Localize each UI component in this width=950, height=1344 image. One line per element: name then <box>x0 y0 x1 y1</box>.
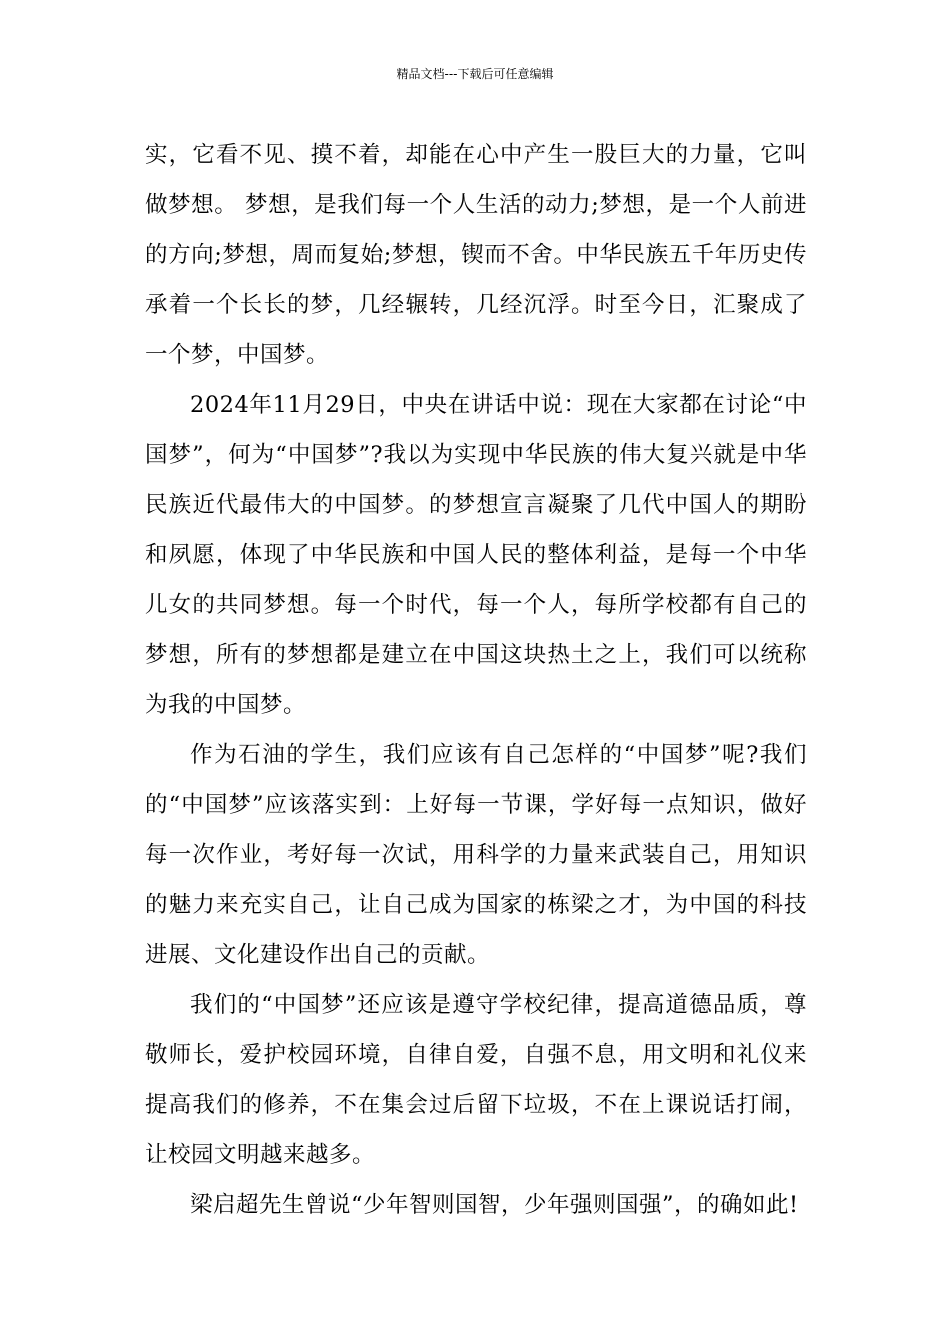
paragraph-3: 作为石油的学生，我们应该有自己怎样的“中国梦”呢?我们的“中国梦”应该落实到：上好每一节课，学好每一点知识，做好每一次作业，考好每一次试，用科学的力量来武装自己，用知识的魅力来充实自己，让自己成为国家的栋梁之才，为中国的科技进展、文化建设作出自己的贡献。 <box>145 742 807 968</box>
paragraph-1: 实，它看不见、摸不着，却能在心中产生一股巨大的力量，它叫做梦想。 梦想，是我们每一个人生活的动力;梦想，是一个人前进的方向;梦想，周而复始;梦想，锲而不舍。中华民族五千年历史传承着一个长长的梦，几经辗转，几经沉浮。时至今日，汇聚成了一个梦，中国梦。 <box>145 142 807 368</box>
paragraph-2: 2024年11月29日，中央在讲话中说：现在大家都在讨论“中国梦”，何为“中国梦”?我以为实现中华民族的伟大复兴就是中华民族近代最伟大的中国梦。的梦想宣言凝聚了几代中国人的期盼和夙愿，体现了中华民族和中国人民的整体利益，是每一个中华儿女的共同梦想。每一个时代，每一个人，每所学校都有自己的梦想，所有的梦想都是建立在中国这块热土之上，我们可以统称为我的中国梦。 <box>145 392 807 718</box>
paragraph-5: 梁启超先生曾说“少年智则国智，少年强则国强”，的确如此! <box>190 1192 799 1218</box>
page-header: 精品文档---下载后可任意编辑 <box>396 67 554 81</box>
paragraph-4: 我们的“中国梦”还应该是遵守学校纪律，提高道德品质，尊敬师长，爱护校园环境，自律自爱，自强不息，用文明和礼仪来提高我们的修养，不在集会过后留下垃圾，不在上课说话打闹，让校园文明越来越多。 <box>145 992 807 1168</box>
document-body <box>145 130 807 1230</box>
